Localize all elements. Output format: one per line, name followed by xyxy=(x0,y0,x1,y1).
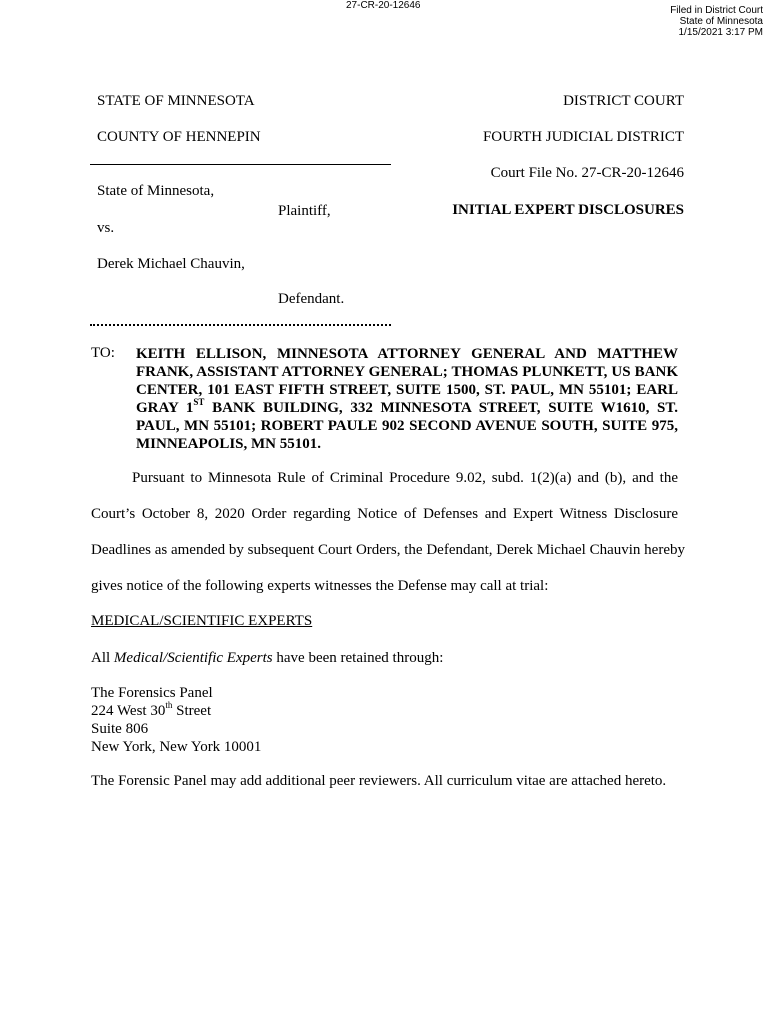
recipients-superscript: ST xyxy=(193,397,205,407)
filing-stamp-line: Filed in District Court xyxy=(670,5,763,16)
section-heading: MEDICAL/SCIENTIFIC EXPERTS xyxy=(91,613,313,629)
recipients-block xyxy=(136,345,678,453)
closing-statement: The Forensic Panel may add additional peer reviewers. All curriculum vitae are attached hereto. xyxy=(91,773,667,789)
plaintiff-party: State of Minnesota, xyxy=(97,183,215,199)
retained-statement xyxy=(91,650,443,667)
caption-divider-bottom xyxy=(90,324,391,326)
address-street-superscript: th xyxy=(165,700,173,710)
address-street xyxy=(91,702,261,720)
address-street-text: Street xyxy=(172,703,212,719)
caption-district: FOURTH JUDICIAL DISTRICT xyxy=(482,129,684,145)
defendant-party: Derek Michael Chauvin, xyxy=(97,256,245,272)
caption-divider-top xyxy=(90,164,391,165)
caption-court-file: Court File No. 27-CR-20-12646 xyxy=(490,165,684,181)
plaintiff-role: Plaintiff, xyxy=(278,203,331,219)
retained-prefix: All xyxy=(91,650,114,666)
caption-state: STATE OF MINNESOTA xyxy=(97,93,255,109)
body-line-4: gives notice of the following experts witnesses the Defense may call at trial: xyxy=(91,578,549,594)
body-line-2: Court’s October 8, 2020 Order regarding Notice of Defenses and Expert Witness Disclosure xyxy=(91,506,678,522)
defendant-role: Defendant. xyxy=(278,291,345,307)
retained-italic: Medical/Scientific Experts xyxy=(113,650,273,666)
address-suite: Suite 806 xyxy=(91,721,149,737)
address-street-text: 224 West 30 xyxy=(91,703,166,719)
filing-stamp-line: 1/15/2021 3:17 PM xyxy=(678,27,763,38)
caption-court: DISTRICT COURT xyxy=(563,93,684,109)
document-title: INITIAL EXPERT DISCLOSURES xyxy=(452,202,684,218)
recipients-text: KEITH ELLISON, MINNESOTA ATTORNEY GENERAL AND MATTHEW FRANK, ASSISTANT ATTORNEY GENERAL; THOMAS PLUNKETT, US BANK CENTER, 101 EAST FIFTH STREET, SUITE 1500, ST. PAUL, MN 55101; EARL GRAY 1 xyxy=(136,346,678,416)
body-line-3: Deadlines as amended by subsequent Court Orders, the Defendant, Derek Michael Chauvin hereby xyxy=(91,542,685,558)
filing-stamp xyxy=(670,5,763,38)
caption-county: COUNTY OF HENNEPIN xyxy=(97,129,261,145)
filing-stamp-line: State of Minnesota xyxy=(679,16,763,27)
address-city: New York, New York 10001 xyxy=(91,739,262,755)
header-file-number: 27-CR-20-12646 xyxy=(346,0,421,11)
versus-label: vs. xyxy=(97,220,115,236)
recipients-text: BANK BUILDING, 332 MINNESOTA STREET, SUITE W1610, ST. PAUL, MN 55101; ROBERT PAULE 902 SECOND AVENUE SOUTH, SUITE 975, MINNEAPOLIS, MN 55101. xyxy=(136,400,678,452)
address-name: The Forensics Panel xyxy=(91,685,213,701)
to-label: TO: xyxy=(91,345,115,361)
address-block xyxy=(91,684,261,756)
retained-suffix: have been retained through: xyxy=(272,650,444,666)
body-line-1: Pursuant to Minnesota Rule of Criminal Procedure 9.02, subd. 1(2)(a) and (b), and the xyxy=(132,470,678,486)
